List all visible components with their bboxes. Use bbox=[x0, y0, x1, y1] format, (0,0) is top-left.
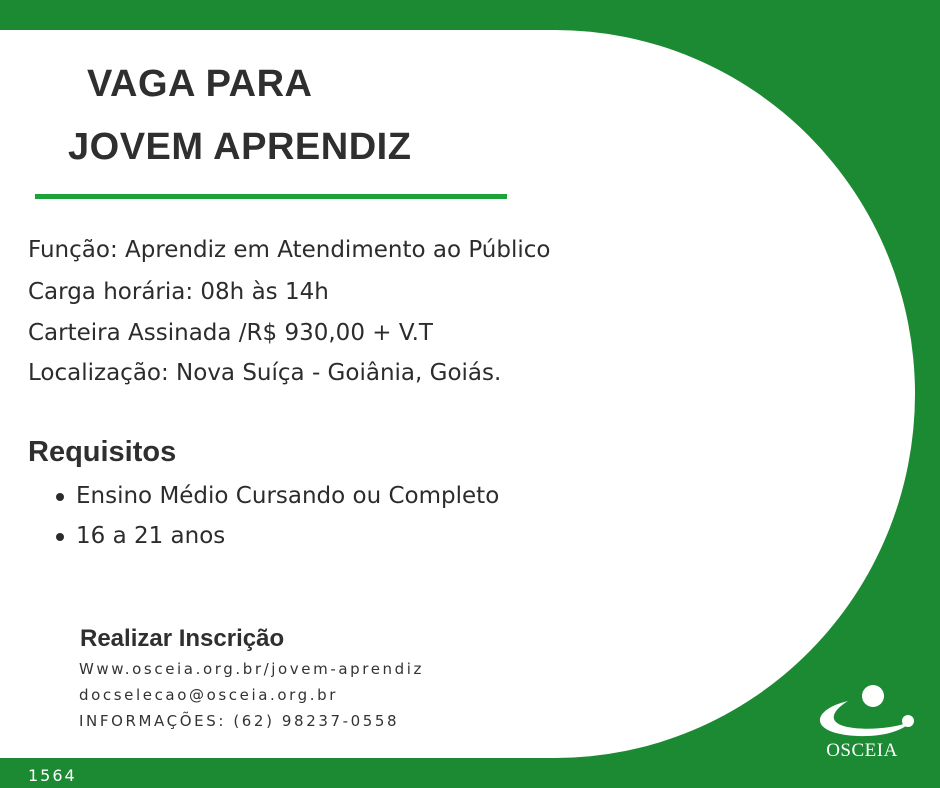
detail-hours: Carga horária: 08h às 14h bbox=[28, 279, 329, 305]
footer-code: 1564 bbox=[28, 766, 77, 785]
title-line-1: VAGA PARA bbox=[87, 63, 313, 105]
osceia-logo bbox=[800, 676, 930, 776]
bullet-icon bbox=[56, 533, 64, 541]
website-link[interactable]: Www.osceia.org.br/jovem-aprendiz bbox=[79, 660, 424, 678]
apply-heading: Realizar Inscrição bbox=[80, 625, 285, 652]
requirements-list bbox=[48, 482, 499, 562]
list-item bbox=[48, 482, 499, 522]
bullet-icon bbox=[56, 493, 64, 501]
title-underline bbox=[35, 194, 507, 199]
detail-salary: Carteira Assinada /R$ 930,00 + V.T bbox=[28, 320, 433, 346]
detail-location: Localização: Nova Suíça - Goiânia, Goiás. bbox=[28, 360, 502, 386]
detail-role: Função: Aprendiz em Atendimento ao Público bbox=[28, 237, 551, 263]
osceia-logo-icon bbox=[800, 676, 930, 746]
list-item bbox=[48, 522, 499, 562]
requirement-text: 16 a 21 anos bbox=[76, 523, 226, 549]
logo-wordmark: OSCEIA bbox=[826, 740, 898, 761]
title-line-2: JOVEM APRENDIZ bbox=[68, 126, 412, 168]
requirement-text: Ensino Médio Cursando ou Completo bbox=[76, 483, 500, 509]
phone-info: INFORMAÇÕES: (62) 98237-0558 bbox=[79, 712, 400, 730]
requirements-heading: Requisitos bbox=[28, 436, 177, 468]
email-link[interactable]: docselecao@osceia.org.br bbox=[79, 686, 339, 704]
